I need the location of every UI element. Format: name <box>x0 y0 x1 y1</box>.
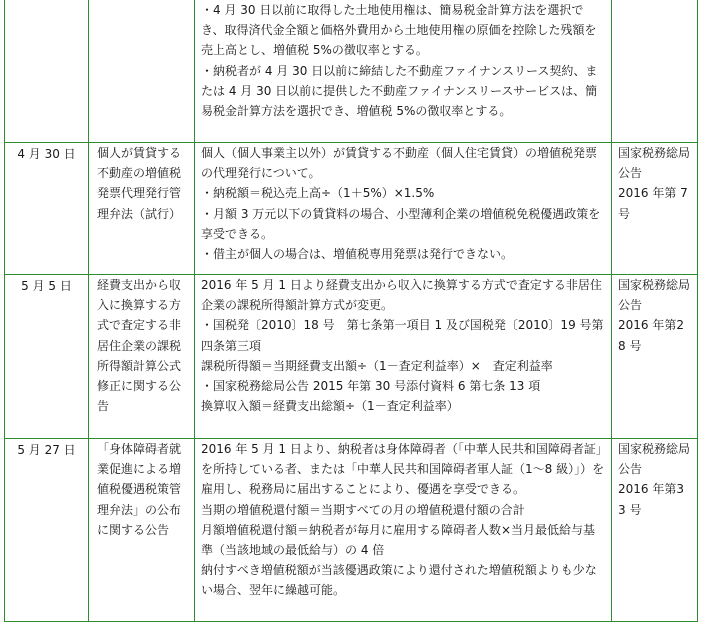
date-cell <box>5 0 89 143</box>
date-cell: 5 月 27 日 <box>5 439 89 622</box>
content-cell <box>195 275 612 439</box>
content-line: 課税所得額＝当期経費支出額÷（1－査定利益率）× 査定利益率 <box>201 358 553 373</box>
law-name-line: 「身体障碍者就業促進による増値税優遇税策管理弁法」の公布に関する公告 <box>97 442 182 537</box>
content-line: ・4 月 30 日以前に取得した土地使用権は、簡易税金計算方法を選択でき、取得済代金全額と価格外費用から土地使用権の原価を控除した残額を売上高とし、増値税 5%の徴収率とする。 <box>201 3 597 58</box>
content-cell <box>195 143 612 275</box>
content-line: 納付すべき増値税額が当該優遇政策により還付された増値税額よりも少ない場合、翌年に繰越可能。 <box>201 563 597 598</box>
content-line: 個人（個人事業主以外）が賃貸する不動産（個人住宅賃貸）の増値税発票の代理発行について。 <box>201 146 598 181</box>
law-name-cell <box>89 143 195 275</box>
table-row <box>5 275 698 439</box>
law-name-line: 経費支出から収入に換算する方式で査定する非居住企業の課税所得額計算公式修正に関する公告 <box>97 278 182 414</box>
source-cell <box>612 143 698 275</box>
source-line: 国家税務総局公告 <box>618 442 691 477</box>
table-row <box>5 0 698 143</box>
content-line: ・借主が個人の場合は、増値税専用発票は発行できない。 <box>201 247 514 262</box>
content-line: ・月額 3 万元以下の賃貸料の場合、小型薄利企業の増値税免税優遇政策を享受できる。 <box>201 206 601 241</box>
content-line: 2016 年 5 月 1 日より、納税者は身体障碍者（「中華人民共和国障碍者証」を所持している者、または「中華人民共和国障碍者軍人証（1～8 級）」）を雇用し、税務局に届出することにより、優遇を享受できる。 <box>201 442 605 497</box>
source-line: 国家税務総局公告 <box>618 146 691 181</box>
source-line: 2016 年第33 号 <box>618 482 684 517</box>
source-cell <box>612 439 698 622</box>
table-row <box>5 439 698 622</box>
date-cell: 4 月 30 日 <box>5 143 89 275</box>
source-cell <box>612 275 698 439</box>
content-line: 当期の増値税還付額＝当期すべての月の増値税還付額の合計 <box>201 502 525 517</box>
content-line: ・納税者が 4 月 30 日以前に締結した不動産ファイナンスリース契約、または 4 月 30 日以前に提供した不動産ファイナンスリースサービスは、簡易税金計算方法を選択でき、増値税 5%の徴収率とする。 <box>201 63 598 119</box>
law-name-line: 個人が賃貸する不動産の増値税発票代理発行管理弁法（試行） <box>97 146 182 221</box>
table-row <box>5 143 698 275</box>
law-name-cell <box>89 439 195 622</box>
content-line: ・国家税務総局公告 2015 年第 30 号添付資料 6 第七条 13 項 <box>201 379 541 394</box>
content-cell <box>195 439 612 622</box>
source-line: 2016 年第28 号 <box>618 318 684 353</box>
date-cell: 5 月 5 日 <box>5 275 89 439</box>
law-name-cell <box>89 0 195 143</box>
source-line: 2016 年第 7 号 <box>618 186 688 221</box>
source-cell <box>612 0 698 143</box>
source-line: 国家税務総局公告 <box>618 278 691 313</box>
content-line: ・国税発〔2010〕18 号 第七条第一項目 1 及び国税発〔2010〕19 号第四条第三項 <box>201 318 604 353</box>
content-line: ・納税額＝税込売上高÷（1＋5%）×1.5% <box>201 186 435 201</box>
law-name-cell <box>89 275 195 439</box>
tax-regulation-table <box>4 0 698 622</box>
content-line: 2016 年 5 月 1 日より経費支出から収入に換算する方式で査定する非居住企業の課税所得額計算方式が変更。 <box>201 278 602 313</box>
content-cell <box>195 0 612 143</box>
content-line: 月額増値税還付額＝納税者が毎月に雇用する障碍者人数×当月最低給与基準（当該地域の最低給与）の 4 倍 <box>201 522 596 558</box>
content-line: 換算収入額＝経費支出総額÷（1－査定利益率） <box>201 399 459 414</box>
